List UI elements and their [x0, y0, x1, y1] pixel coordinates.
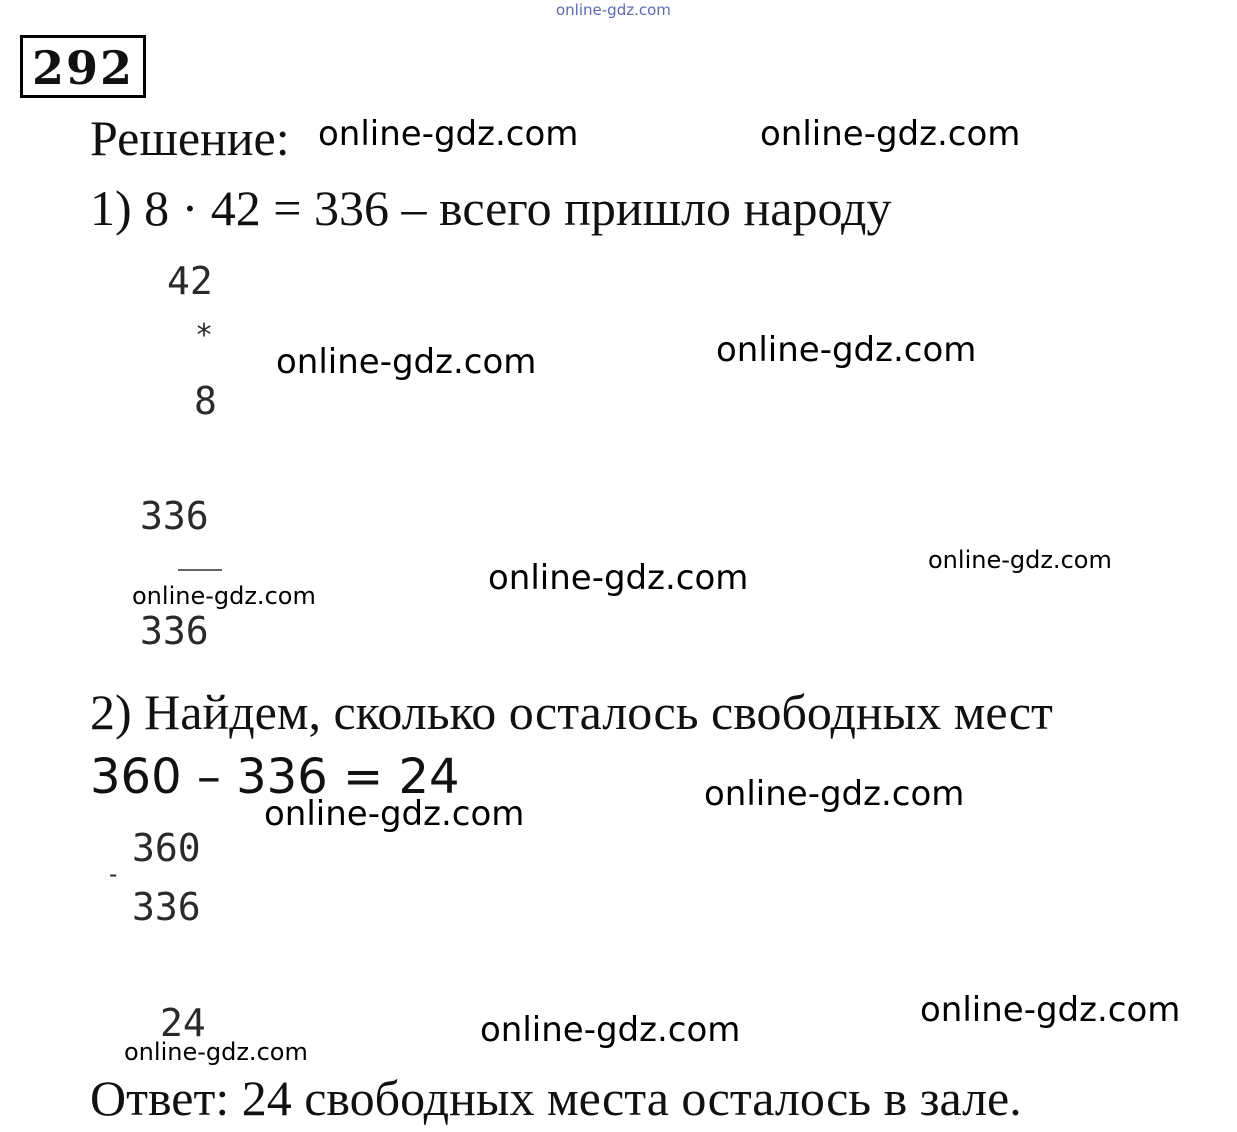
column2-bottom: 336 [132, 885, 201, 929]
watermark: online-gdz.com [480, 1010, 741, 1050]
watermark: online-gdz.com [124, 1038, 308, 1066]
column1-result: 336 [140, 609, 209, 653]
watermark: online-gdz.com [264, 794, 525, 834]
watermark: online-gdz.com [704, 774, 965, 814]
top-watermark: online-gdz.com [556, 1, 671, 19]
watermark: online-gdz.com [132, 582, 316, 610]
watermark: online-gdz.com [760, 114, 1021, 154]
column1-top: 42 [167, 259, 213, 303]
step2-text: 2) Найдем, сколько осталось свободных мест [90, 684, 1053, 740]
column1-operator: * [195, 318, 214, 353]
watermark: online-gdz.com [920, 990, 1181, 1030]
column1-divider [178, 569, 222, 571]
answer-text: Ответ: 24 свободных места осталось в зале. [90, 1070, 1022, 1126]
column2-operator: - [106, 860, 121, 888]
column2-top: 360 [132, 826, 201, 870]
step2-expression: 360 – 336 = 24 [90, 749, 460, 805]
task-number: 292 [20, 35, 146, 98]
solution-label: Решение: [90, 110, 290, 166]
watermark: online-gdz.com [716, 330, 977, 370]
watermark: online-gdz.com [318, 114, 579, 154]
watermark: online-gdz.com [928, 546, 1112, 574]
column2-result: 24 [160, 1001, 206, 1045]
column1-bottom: 8 [194, 379, 217, 423]
column1-partial: 336 [140, 494, 209, 538]
step1-text: 1) 8 · 42 = 336 – всего пришло народу [90, 180, 892, 236]
watermark: online-gdz.com [488, 558, 749, 598]
watermark: online-gdz.com [276, 342, 537, 382]
